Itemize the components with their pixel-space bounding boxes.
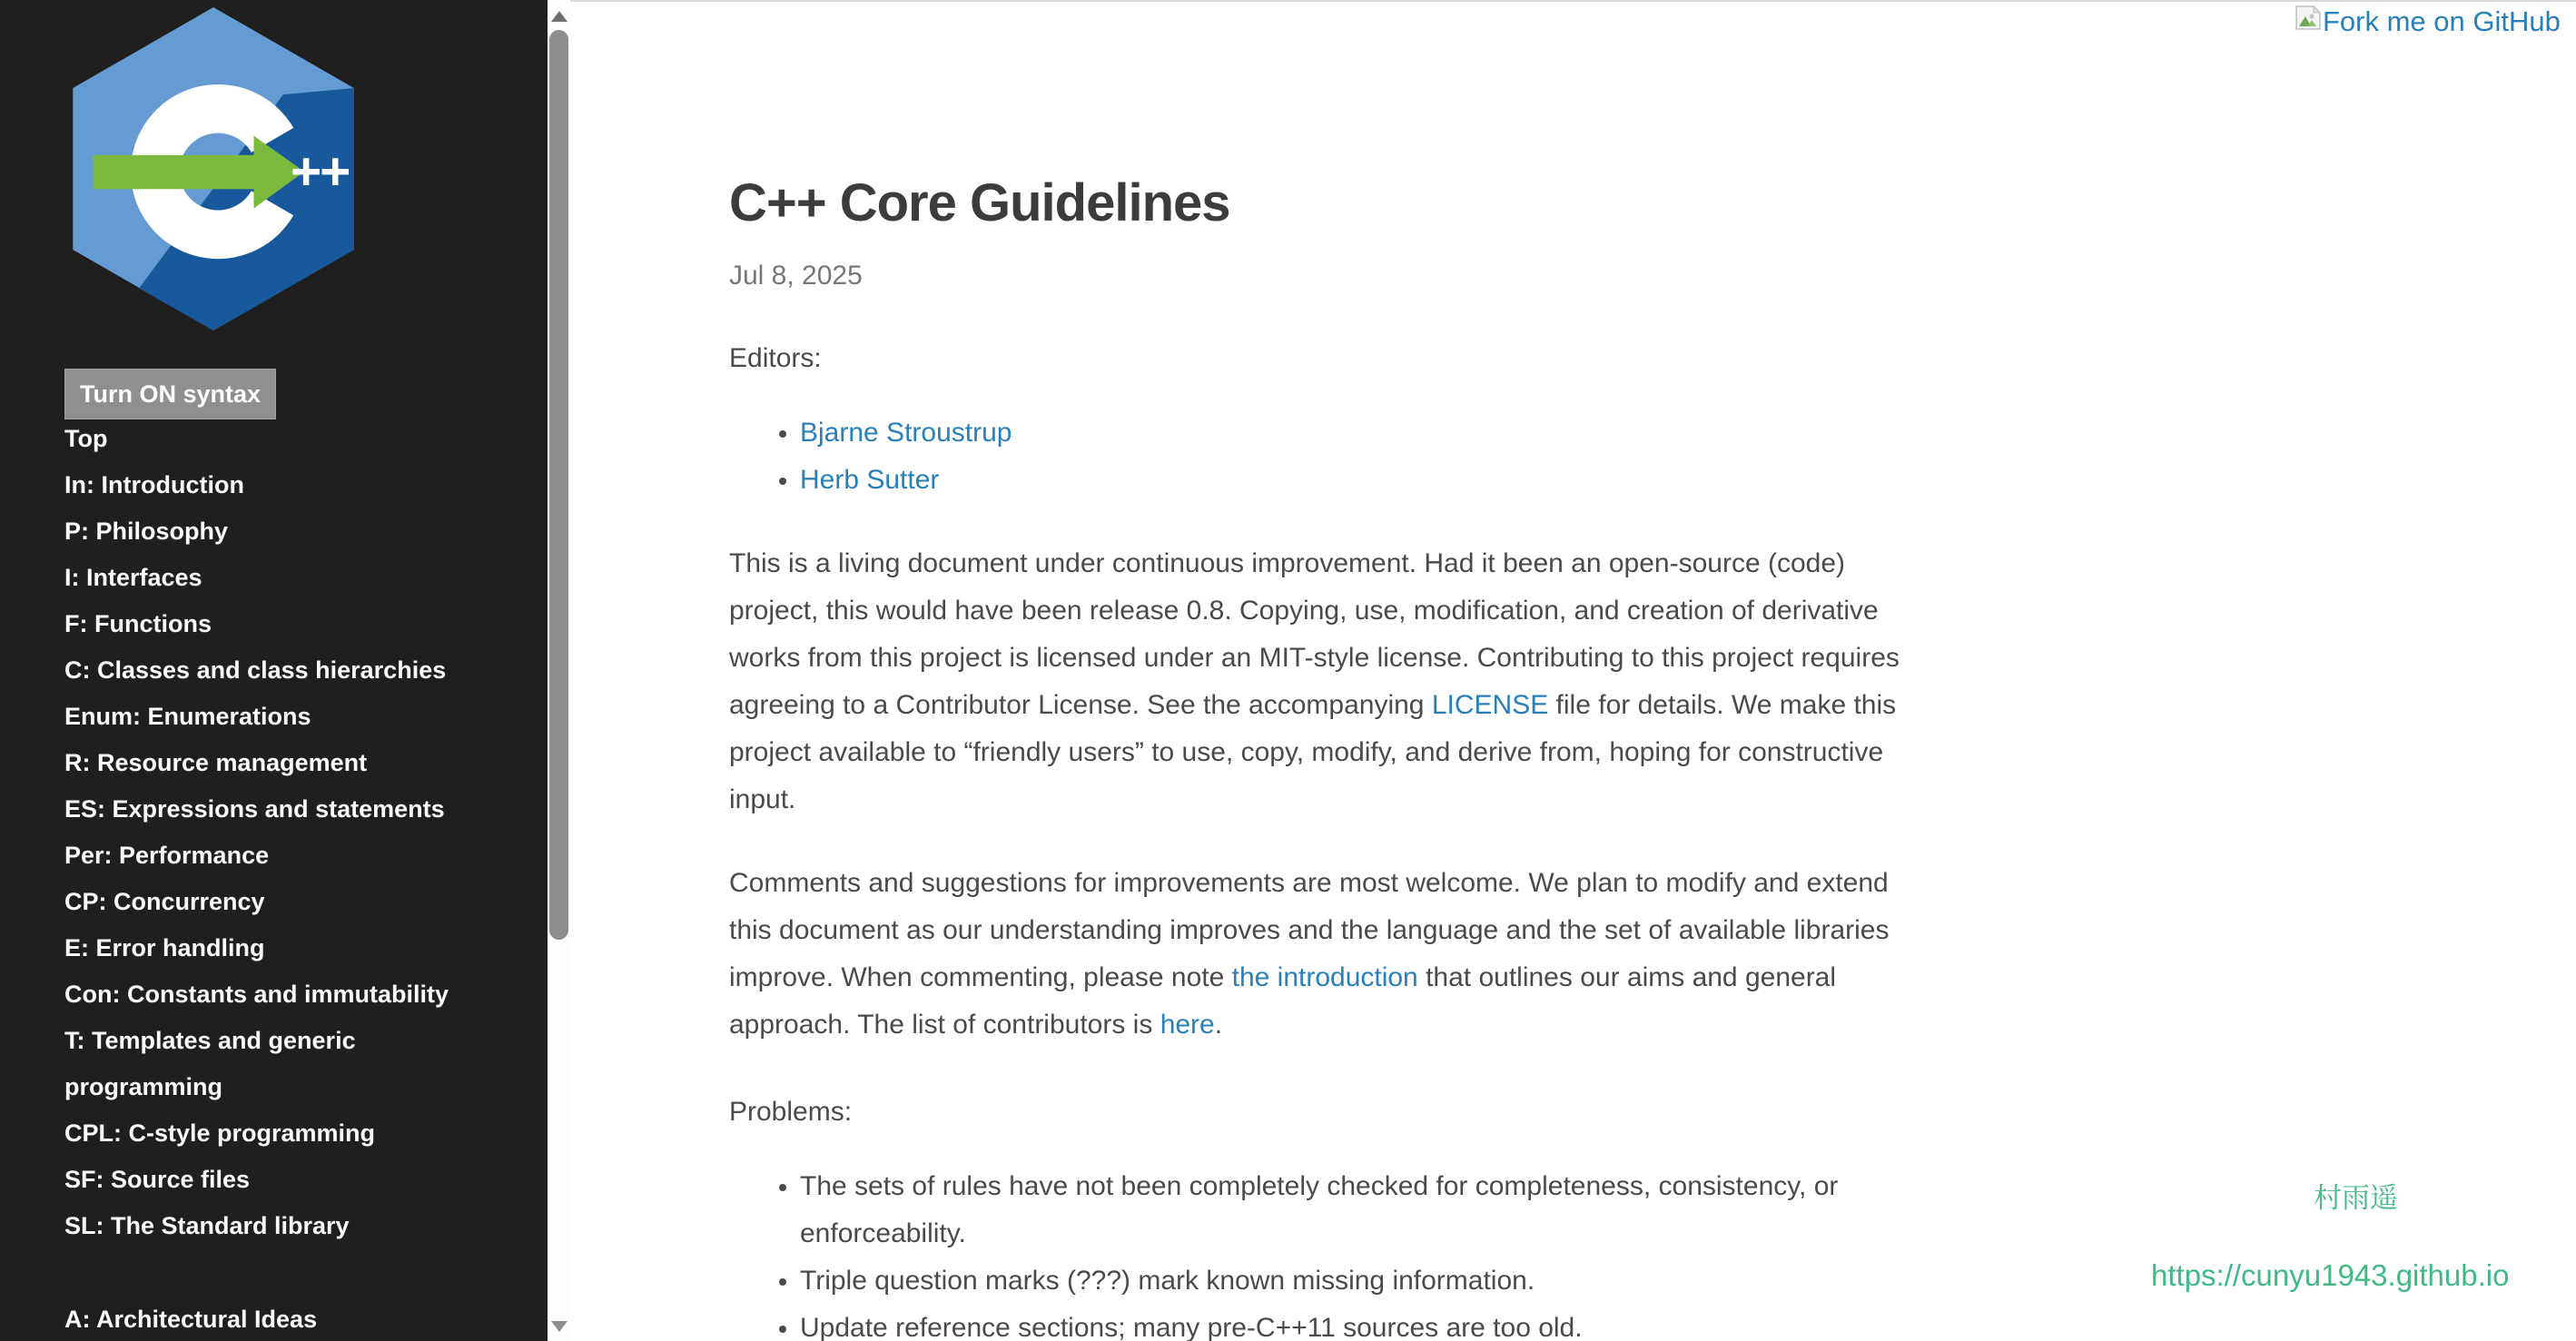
table-of-contents <box>64 416 518 1341</box>
page-scrollbar[interactable] <box>548 0 570 1341</box>
sidebar-item-constants[interactable]: Con: Constants and immutability <box>64 981 449 1008</box>
sidebar-item-interfaces[interactable]: I: Interfaces <box>64 564 202 591</box>
sidebar-item-cstyle[interactable]: CPL: C-style programming <box>64 1119 376 1147</box>
list-item <box>800 409 1937 457</box>
sidebar-item-expressions[interactable]: ES: Expressions and statements <box>64 795 445 823</box>
sidebar-item-philosophy[interactable]: P: Philosophy <box>64 518 229 545</box>
scrollbar-thumb[interactable] <box>549 30 568 940</box>
problems-list <box>729 1163 1937 1341</box>
paragraph-license <box>729 540 1937 823</box>
page-date: Jul 8, 2025 <box>729 261 863 291</box>
sidebar-item-performance[interactable]: Per: Performance <box>64 842 270 869</box>
fork-link-label[interactable]: Fork me on GitHub <box>2323 5 2561 37</box>
list-item: • Update reference sections; many pre-C++11 sources are too old. <box>800 1305 1937 1341</box>
document-pane <box>570 0 2576 1341</box>
license-link[interactable]: LICENSE <box>1431 690 1549 720</box>
broken-image-icon <box>2295 5 2321 33</box>
sidebar-item-resource-management[interactable]: R: Resource management <box>64 749 368 776</box>
scroll-up-icon[interactable] <box>551 11 568 22</box>
contributors-here-link[interactable]: here <box>1160 1010 1215 1040</box>
sidebar-item-standard-library[interactable]: SL: The Standard library <box>64 1212 350 1239</box>
editor-link-bjarne-stroustrup[interactable]: Bjarne Stroustrup <box>800 418 1012 448</box>
sidebar <box>0 0 548 1341</box>
editors-list <box>729 409 1937 504</box>
sidebar-item-concurrency[interactable]: CP: Concurrency <box>64 888 265 915</box>
paragraph-text: This is a living document under continuous improvement. Had it been an open-source (code) project, this would have been release 0.8. Copying, use, modification, and creation of derivative works from this project is licensed under an MIT-style license. Contributing to this project requires agreeing to a Contributor License. See the accompanying <box>729 548 1900 720</box>
sidebar-item-top[interactable]: Top <box>64 425 108 452</box>
paragraph-comments <box>729 860 1937 1049</box>
paragraph-text: file for details. We make this project available to “friendly users” to use, copy, modify, and derive from, hoping for constructive input. <box>729 690 1897 814</box>
watermark-url[interactable]: https://cunyu1943.github.io <box>2151 1258 2510 1292</box>
watermark-author: 村雨遥 <box>2314 1182 2398 1214</box>
cpp-logo <box>64 7 363 330</box>
cpp-logo-image <box>64 7 363 330</box>
sidebar-item-templates[interactable]: T: Templates and generic programming <box>64 1027 356 1100</box>
sidebar-item-functions[interactable]: F: Functions <box>64 610 212 637</box>
scroll-down-icon[interactable] <box>551 1321 568 1332</box>
editors-label: Editors: <box>729 343 822 373</box>
list-item: • The sets of rules have not been completely checked for completeness, consistency, or enforceability. <box>800 1163 1937 1257</box>
sidebar-item-source-files[interactable]: SF: Source files <box>64 1166 251 1193</box>
turn-on-syntax-button[interactable]: Turn ON syntax <box>64 369 276 419</box>
sidebar-item-classes[interactable]: C: Classes and class hierarchies <box>64 656 447 684</box>
sidebar-item-architectural-ideas[interactable]: A: Architectural Ideas <box>64 1306 318 1333</box>
paragraph-text: . <box>1214 1010 1223 1040</box>
sidebar-item-enumerations[interactable]: Enum: Enumerations <box>64 703 311 730</box>
paragraph-text: that outlines our aims and general approach. The list of contributors is <box>729 962 1837 1040</box>
list-item <box>800 457 1937 504</box>
introduction-link[interactable]: the introduction <box>1231 962 1418 992</box>
fork-me-on-github-link[interactable] <box>2295 5 2561 38</box>
editor-link-herb-sutter[interactable]: Herb Sutter <box>800 465 940 495</box>
logo-plus-glyphs: ++ <box>290 142 350 202</box>
sidebar-item-introduction[interactable]: In: Introduction <box>64 471 244 498</box>
problems-label: Problems: <box>729 1097 853 1127</box>
document-content <box>729 2 1937 1341</box>
sidebar-item-error-handling[interactable]: E: Error handling <box>64 934 265 961</box>
paragraph-text: Comments and suggestions for improvements are most welcome. We plan to modify and extend this document as our understanding improves and the language and the set of available libraries improve. When commenting, please note <box>729 868 1890 992</box>
page-title: C++ Core Guidelines <box>729 173 1230 232</box>
list-item: • Triple question marks (???) mark known missing information. <box>800 1257 1937 1305</box>
